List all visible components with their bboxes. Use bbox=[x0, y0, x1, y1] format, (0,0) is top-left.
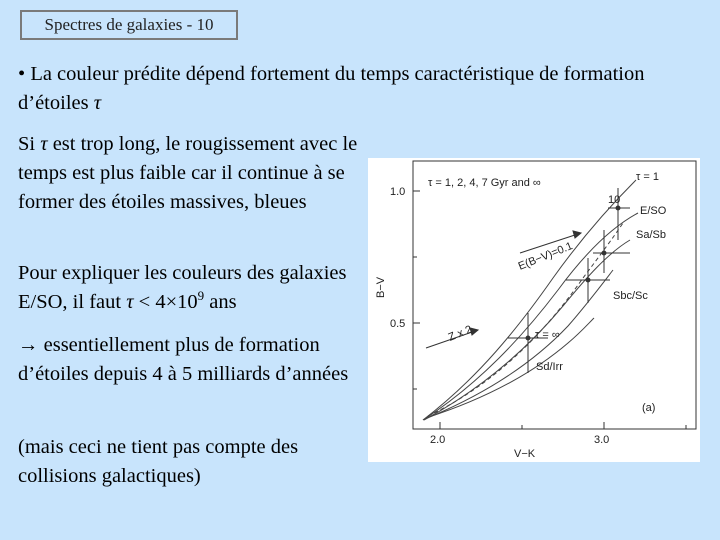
ytick-label-05: 0.5 bbox=[390, 318, 406, 330]
xtick-label-2: 2.0 bbox=[430, 434, 446, 446]
label-type-sasb: Sa/Sb bbox=[636, 229, 666, 241]
x-axis-label: V−K bbox=[514, 448, 536, 460]
ytick-label-1: 1.0 bbox=[390, 186, 406, 198]
para-text: ans bbox=[209, 291, 237, 313]
panel-label: (a) bbox=[642, 402, 656, 414]
figure-svg bbox=[368, 158, 700, 462]
bullet-color-prediction bbox=[18, 60, 698, 118]
legend-tau-text: τ = 1, 2, 4, 7 Gyr and ∞ bbox=[428, 177, 541, 189]
label-10: 10 bbox=[608, 194, 621, 206]
tau-symbol: τ bbox=[93, 92, 102, 114]
label-zx2: Z x 2 bbox=[446, 323, 474, 344]
para-text: Pour expliquer les couleurs des galaxies E/SO, il faut bbox=[18, 262, 347, 313]
paragraph-conclusion: → essentiellement plus de formation d’étoiles depuis 4 à 5 milliards d’années bbox=[18, 334, 349, 385]
axis-ticks bbox=[413, 191, 686, 429]
bullet-text: La couleur prédite dépend fortement du temps caractéristique de formation d’étoiles bbox=[18, 63, 645, 114]
slide-title: Spectres de galaxies - 10 bbox=[20, 10, 238, 40]
para-text: Si bbox=[18, 133, 36, 155]
label-ebv: E(B−V)=0.1 bbox=[516, 240, 575, 273]
paragraph-eso-colors bbox=[18, 259, 378, 317]
exponent: 9 bbox=[197, 288, 205, 304]
label-tau-inf: τ = ∞ bbox=[535, 329, 560, 341]
color-color-figure bbox=[368, 158, 700, 462]
label-type-eso: E/SO bbox=[640, 205, 667, 217]
tau-symbol: τ bbox=[40, 133, 48, 155]
para-text: est trop long, le rougissement avec le temps est plus faible car il continue à se former des étoiles massives, bleues bbox=[18, 133, 358, 213]
label-type-sdirr: Sd/Irr bbox=[536, 361, 563, 373]
label-tau-1: τ = 1 bbox=[636, 171, 659, 183]
number-base: 4×10 bbox=[155, 291, 198, 313]
less-than-sign: < bbox=[138, 291, 151, 313]
y-axis-label: B−V bbox=[375, 276, 387, 298]
xtick-label-3: 3.0 bbox=[594, 434, 610, 446]
paragraph-caveat: (mais ceci ne tient pas compte des collisions galactiques) bbox=[18, 436, 299, 487]
paragraph-tau-long bbox=[18, 130, 368, 217]
label-type-sbcsc: Sbc/Sc bbox=[613, 290, 648, 302]
model-tracks bbox=[423, 180, 638, 420]
bullet-dot: • bbox=[18, 63, 26, 85]
tau-symbol: τ bbox=[126, 291, 134, 313]
